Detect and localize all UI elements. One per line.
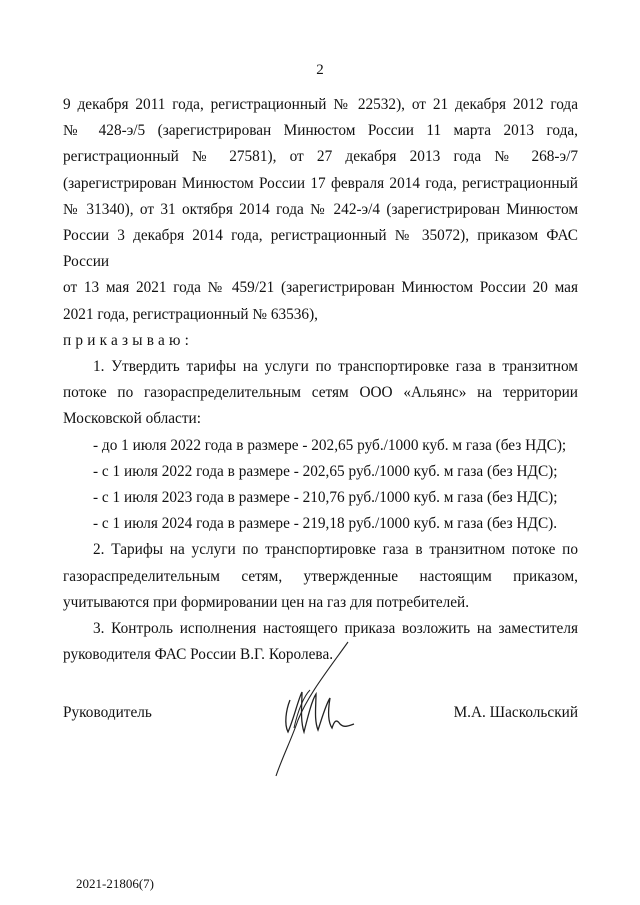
- document-code: 2021-21806(7): [76, 876, 154, 891]
- text-line: от 13 мая 2021 года № 459/21 (зарегистрирован Минюстом России 20 мая: [63, 279, 578, 297]
- text-line: газораспределительным сетям, утвержденные настоящим приказом,: [63, 567, 578, 585]
- signatory-name: М.А. Шаскольский: [453, 704, 578, 721]
- text-line: России 3 декабря 2014 года, регистрационный № 35072), приказом ФАС России: [63, 227, 578, 271]
- tariff-list: [63, 433, 578, 538]
- preamble-paragraph: [63, 92, 578, 328]
- text-line: 3. Контроль исполнения настоящего приказа возложить на заместителя: [93, 620, 578, 638]
- text-line: регистрационный № 27581), от 27 декабря 2013 года № 268-э/7: [63, 148, 578, 166]
- signatory-title: Руководитель: [63, 704, 152, 721]
- item-1: [63, 354, 578, 433]
- handwritten-signature: [268, 640, 368, 780]
- item-2: [63, 537, 578, 616]
- tariff-item: - с 1 июля 2024 года в размере - 219,18 руб./1000 куб. м газа (без НДС).: [93, 515, 558, 533]
- text-line: (зарегистрирован Минюстом России 17 февраля 2014 года, регистрационный: [63, 174, 578, 192]
- text-line: Московской области:: [63, 410, 201, 428]
- tariff-item: - до 1 июля 2022 года в размере - 202,65 руб./1000 куб. м газа (без НДС);: [93, 436, 567, 454]
- text-line: № 428-э/5 (зарегистрирован Минюстом России 11 марта 2013 года,: [63, 122, 578, 140]
- text-line: 9 декабря 2011 года, регистрационный № 22532), от 21 декабря 2012 года: [63, 96, 578, 113]
- text-line: руководителя ФАС России В.Г. Королева.: [63, 646, 334, 664]
- document-body: [63, 92, 578, 668]
- page-number: 2: [316, 62, 324, 78]
- order-word: приказываю:: [63, 331, 194, 349]
- text-line: № 31340), от 31 октября 2014 года № 242-э/4 (зарегистрирован Минюстом: [63, 200, 578, 218]
- text-line: 2. Тарифы на услуги по транспортировке газа в транзитном потоке по: [93, 541, 578, 559]
- text-line: потоке по газораспределительным сетям ООО «Альянс» на территории: [63, 384, 578, 402]
- tariff-item: - с 1 июля 2023 года в размере - 210,76 руб./1000 куб. м газа (без НДС);: [93, 489, 558, 507]
- text-line: 1. Утвердить тарифы на услуги по транспортировке газа в транзитном: [93, 358, 578, 376]
- text-line: учитываются при формировании цен на газ для потребителей.: [63, 593, 470, 611]
- text-line: 2021 года, регистрационный № 63536),: [63, 305, 318, 323]
- tariff-item: - с 1 июля 2022 года в размере - 202,65 руб./1000 куб. м газа (без НДС);: [93, 462, 558, 480]
